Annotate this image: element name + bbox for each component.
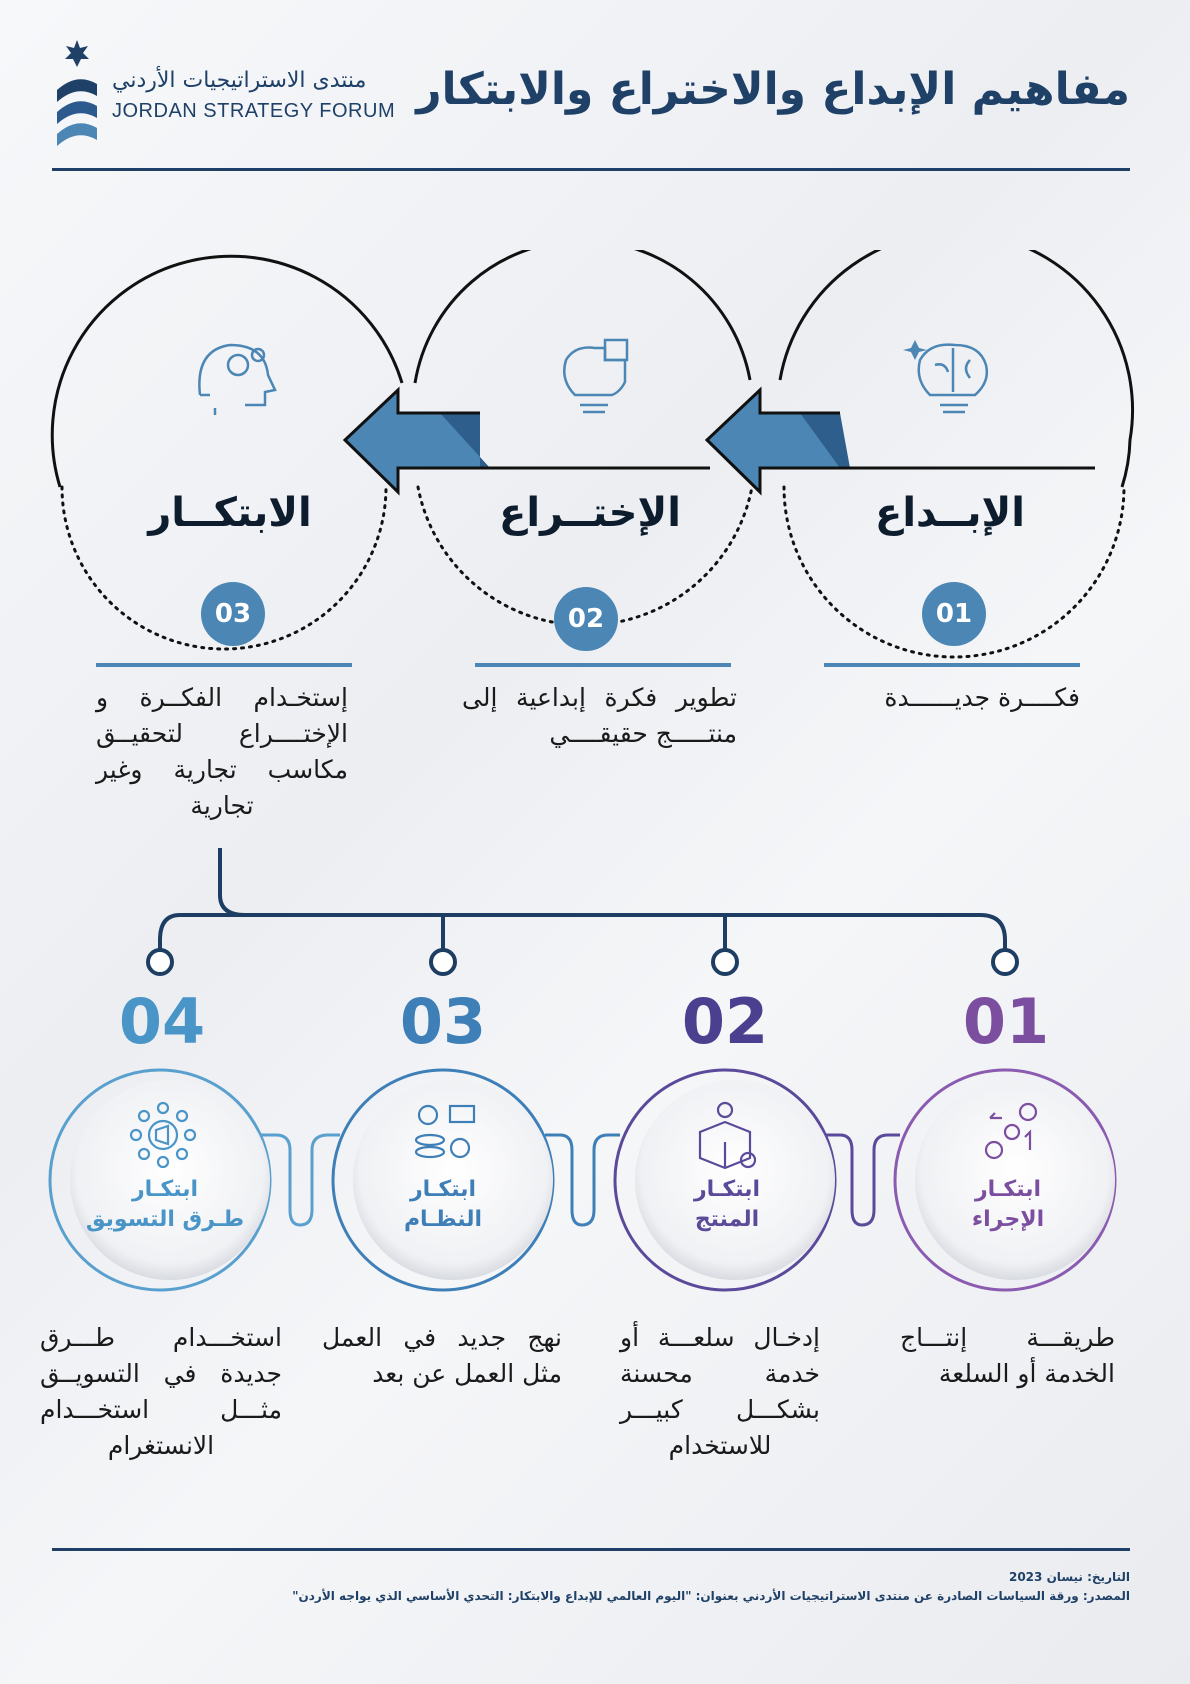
- header-divider: [52, 168, 1130, 171]
- concept-underline-01: [824, 663, 1080, 667]
- concept-underline-03: [96, 663, 352, 667]
- concept-desc-innovation: إستخـدام الفكــرة و الإختــــراع لتحقيــق مكاسب تجارية وغير تجارية: [96, 683, 348, 820]
- arrow-to-invention: [707, 390, 840, 492]
- logo-arabic-name: منتدى الاستراتيجيات الأردني: [112, 68, 367, 93]
- type-label-marketing-l1: ابتكـار: [131, 1177, 199, 1202]
- lightbulb-puzzle-icon: [564, 340, 627, 412]
- concept-badge-03: 03: [201, 582, 265, 646]
- footer-divider: [52, 1548, 1130, 1551]
- concept-badge-01: 01: [922, 582, 986, 646]
- type-label-system-l1: ابتكـار: [409, 1177, 477, 1202]
- type-label-system: [343, 1175, 543, 1235]
- type-desc-product: إدخـال سلعـــة أو خدمة محسنة بشكـــل كبيـــر للاستخدام: [620, 1323, 820, 1460]
- type-label-marketing-l2: طـرق التسويق: [85, 1207, 245, 1232]
- type-number-03: 03: [399, 985, 487, 1058]
- head-gears-icon: [199, 345, 275, 415]
- brain-icon: [903, 340, 987, 412]
- arrow-to-innovation: [345, 390, 480, 492]
- type-label-process: [908, 1175, 1108, 1235]
- type-number-02: 02: [681, 985, 769, 1058]
- concept-desc-invention: تطوير فكرة إبداعية إلى منتـــــج حقيقــــي: [462, 683, 737, 748]
- type-label-system-l2: النظـام: [403, 1207, 483, 1232]
- page-title: مفاهيم الإبداع والاختراع والابتكار: [416, 64, 1130, 115]
- type-label-product-l2: المنتج: [694, 1207, 760, 1232]
- type-desc-process: طريقـــة إنتـــاج الخدمة أو السلعة: [900, 1323, 1115, 1388]
- type-desc-marketing: استخـــدام طـــرق جديدة في التسويــق مثـــل استخـــدام الانستغرام: [40, 1323, 282, 1460]
- type-number-01: 01: [962, 985, 1050, 1058]
- concept-title-creativity: الإبــداع: [875, 490, 1025, 536]
- concept-title-invention: الإختــراع: [499, 490, 681, 536]
- type-label-process-l1: ابتكـار: [974, 1177, 1042, 1202]
- type-label-process-l2: الإجراء: [971, 1207, 1045, 1232]
- type-label-marketing: [65, 1175, 265, 1235]
- type-label-product: [627, 1175, 827, 1235]
- concept-desc-creativity: فكــــرة جديــــــدة: [884, 683, 1080, 712]
- logo-english-name: JORDAN STRATEGY FORUM: [112, 100, 396, 122]
- concept-badge-02: 02: [554, 587, 618, 651]
- footer-source: المصدر: ورقة السياسات الصادرة عن منتدى الاستراتيجيات الأردني بعنوان: "اليوم العالمي للإبداع والابتكار: التحدي الأساسي الذي يواجه الأردن": [292, 1589, 1130, 1603]
- branch-connector: [0, 840, 1190, 980]
- footer-date: التاريخ: نيسان 2023: [1008, 1570, 1130, 1584]
- type-number-04: 04: [118, 985, 206, 1058]
- type-label-product-l1: ابتكـار: [693, 1177, 761, 1202]
- concept-title-innovation: الابتكــار: [148, 490, 312, 536]
- concept-underline-02: [475, 663, 731, 667]
- logo: [52, 40, 102, 156]
- type-desc-system: نهج جديد في العمل مثل العمل عن بعد: [322, 1323, 562, 1388]
